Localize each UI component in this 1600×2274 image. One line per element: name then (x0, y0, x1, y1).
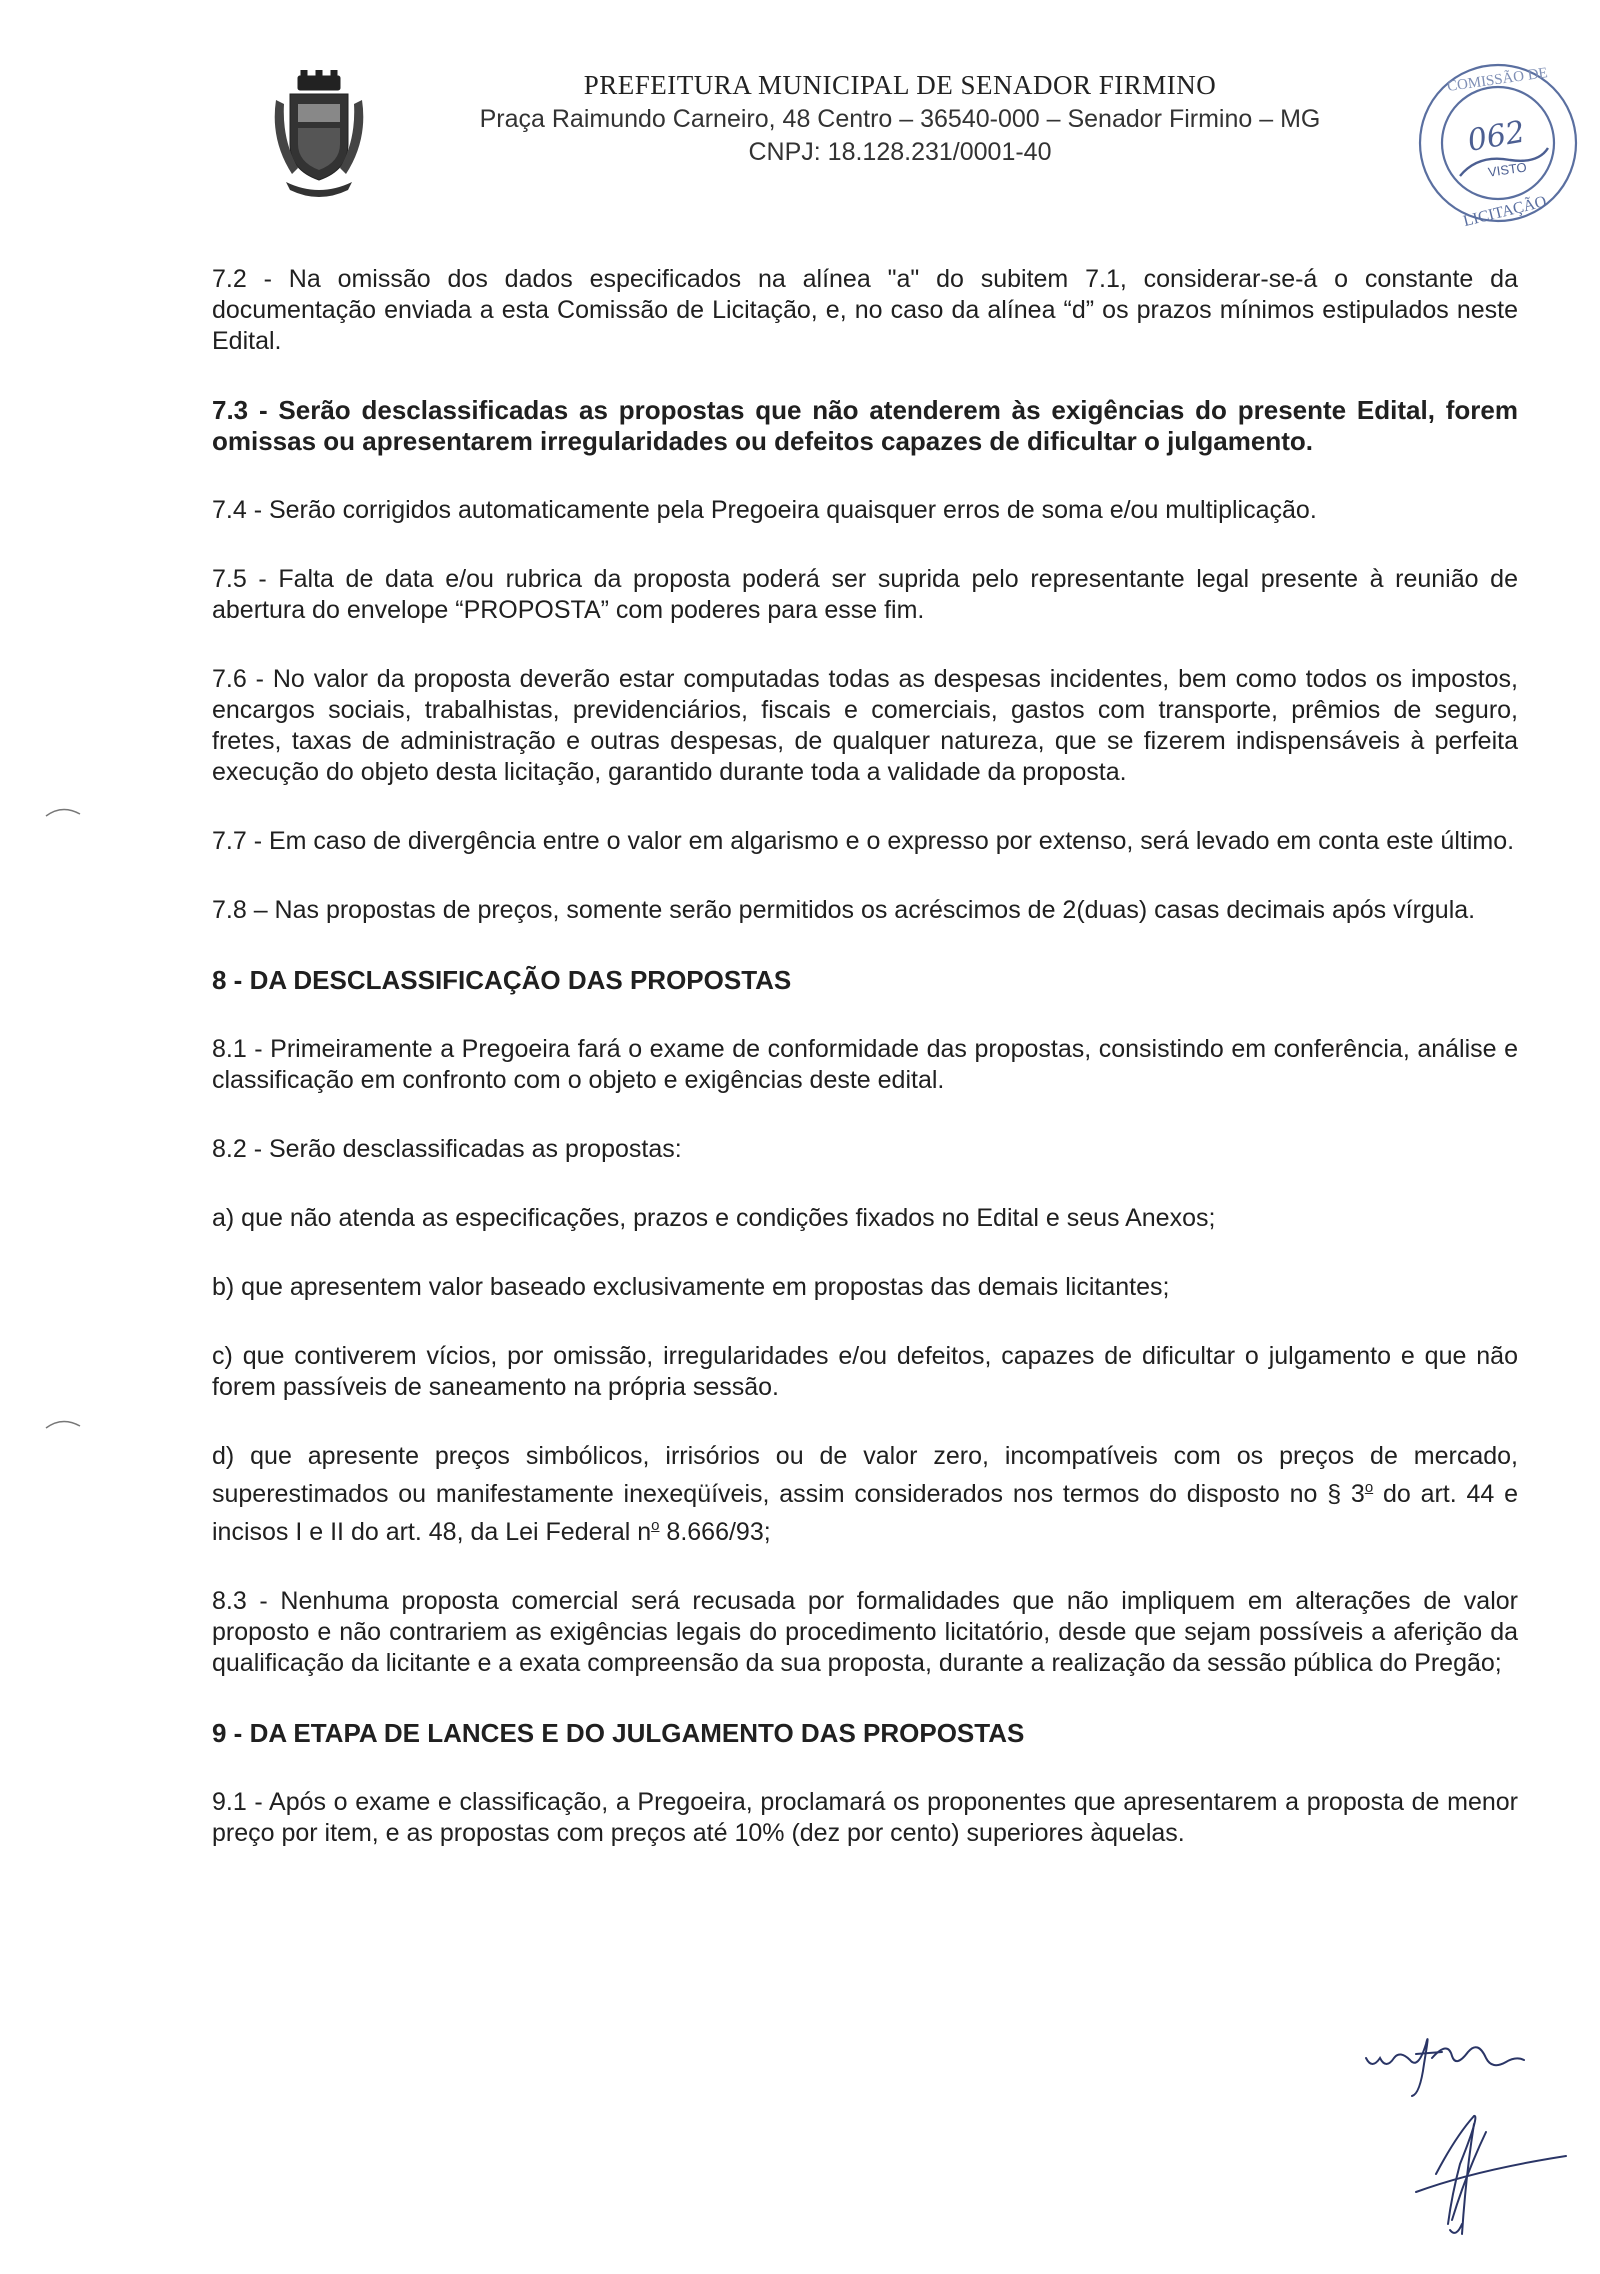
svg-text:062: 062 (1465, 114, 1528, 159)
item-8-2-d-text-2: do art. 44 e incisos I e II do art. 48, da Lei Federal n (212, 1480, 1518, 1546)
item-7-3: 7.3 - Serão desclassificadas as propostas que não atenderem às exigências do presente Edital, forem omissas ou apresentarem irregularidades ou defeitos capazes de dificultar o julgamento. (212, 395, 1518, 456)
item-8-2-d (212, 1441, 1518, 1548)
margin-mark-icon (44, 1416, 84, 1430)
svg-text:VISTO: VISTO (1487, 159, 1528, 180)
svg-text:COMISSÃO DE: COMISSÃO DE (1446, 65, 1549, 96)
handwritten-signature-icon (1356, 2024, 1576, 2264)
commission-stamp-icon (1398, 48, 1598, 238)
ordinal-mark: o (651, 1517, 660, 1534)
svg-text:LICITAÇÃO: LICITAÇÃO (1461, 193, 1549, 231)
item-8-2-d-text-3: 8.666/93; (659, 1518, 771, 1546)
org-cnpj: CNPJ: 18.128.231/0001-40 (748, 138, 1052, 166)
item-7-8: 7.8 – Nas propostas de preços, somente serão permitidos os acréscimos de 2(duas) casas decimais após vírgula. (212, 896, 1476, 924)
item-7-7: 7.7 - Em caso de divergência entre o valor em algarismo e o expresso por extenso, será levado em conta este último. (212, 827, 1515, 855)
letterhead (400, 70, 1400, 171)
section-heading-9: 9 - DA ETAPA DE LANCES E DO JULGAMENTO DAS PROPOSTAS (212, 1718, 1025, 1748)
item-8-2-b: b) que apresentem valor baseado exclusivamente em propostas das demais licitantes; (212, 1273, 1170, 1301)
municipal-coat-of-arms-icon (268, 70, 370, 200)
document-body (212, 264, 1518, 1887)
item-8-2: 8.2 - Serão desclassificadas as propostas: (212, 1135, 682, 1163)
item-9-1: 9.1 - Após o exame e classificação, a Pregoeira, proclamará os proponentes que apresentarem a proposta de menor preço por item, e as propostas com preços até 10% (dez por cento) superiores àquelas. (212, 1788, 1518, 1847)
section-heading-8: 8 - DA DESCLASSIFICAÇÃO DAS PROPOSTAS (212, 965, 792, 995)
ordinal-mark: o (1364, 1479, 1374, 1496)
item-8-2-d-text-1: d) que apresente preços simbólicos, irrisórios ou de valor zero, incompatíveis com os preços de mercado, superestimados ou manifestamente inexeqüíveis, assim considerados nos termos do disposto no § 3 (212, 1442, 1518, 1508)
item-8-2-c: c) que contiverem vícios, por omissão, irregularidades e/ou defeitos, capazes de dificultar o julgamento e que não forem passíveis de saneamento na própria sessão. (212, 1342, 1518, 1401)
item-7-4: 7.4 - Serão corrigidos automaticamente pela Pregoeira quaisquer erros de soma e/ou multiplicação. (212, 496, 1317, 524)
item-7-6: 7.6 - No valor da proposta deverão estar computadas todas as despesas incidentes, bem como todos os impostos, encargos sociais, trabalhistas, previdenciários, fiscais e comerciais, gastos com transporte, prêmios de seguro, fretes, taxas de administração e outras despesas, de qualquer natureza, que se fizerem indispensáveis à perfeita execução do objeto desta licitação, garantido durante toda a validade da proposta. (212, 665, 1518, 786)
item-7-5: 7.5 - Falta de data e/ou rubrica da proposta poderá ser suprida pelo representante legal presente à reunião de abertura do envelope “PROPOSTA” com poderes para esse fim. (212, 565, 1518, 624)
item-7-2: 7.2 - Na omissão dos dados especificados na alínea "a" do subitem 7.1, considerar-se-á o constante da documentação enviada a esta Comissão de Licitação, e, no caso da alínea “d” os prazos mínimos estipulados neste Edital. (212, 265, 1518, 355)
margin-mark-icon (44, 804, 84, 818)
item-8-2-a: a) que não atenda as especificações, prazos e condições fixados no Edital e seus Anexos; (212, 1204, 1216, 1232)
item-8-3: 8.3 - Nenhuma proposta comercial será recusada por formalidades que não impliquem em alterações de valor proposto e não contrariem as exigências legais do procedimento licitatório, desde que sejam possíveis a aferição da qualificação da licitante e a exata compreensão da sua proposta, durante a realização da sessão pública do Pregão; (212, 1587, 1518, 1677)
org-address: Praça Raimundo Carneiro, 48 Centro – 36540-000 – Senador Firmino – MG (479, 105, 1321, 133)
org-name: PREFEITURA MUNICIPAL DE SENADOR FIRMINO (583, 70, 1217, 100)
item-8-1: 8.1 - Primeiramente a Pregoeira fará o exame de conformidade das propostas, consistindo em conferência, análise e classificação em confronto com o objeto e exigências deste edital. (212, 1035, 1518, 1094)
